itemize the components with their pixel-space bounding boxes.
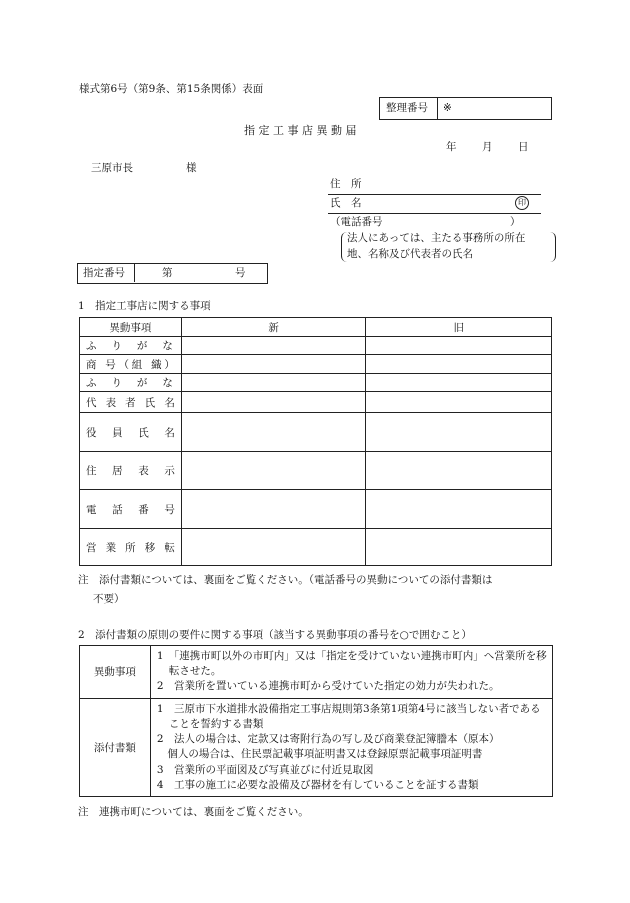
row-label-text: 電 話 番 号 [86, 503, 175, 516]
table-header-row [80, 318, 552, 337]
cell-old-officers[interactable] [366, 413, 552, 452]
row-label-text: ふ り が な [86, 340, 173, 352]
table-row [80, 392, 552, 413]
table-row [80, 413, 552, 452]
section2-note: 注 連携市町については、裏面をご覧ください。 [78, 806, 309, 818]
attachment-item-1: 1 三原市下水道排水設備指定工事店規則第3条第1項第4号に該当しない者であることを誓約する書類 [156, 702, 541, 730]
section2-table [79, 645, 553, 797]
row-label-text: 営 業 所 移 転 [86, 541, 175, 554]
date-year: 年 [446, 141, 457, 153]
cell-new-trade-name[interactable] [181, 355, 366, 374]
row-label-furigana-2 [80, 374, 182, 392]
shitei-number-box [77, 263, 268, 284]
cell-new-phone[interactable] [181, 490, 366, 529]
date-month: 月 [482, 141, 493, 153]
table-row [80, 374, 552, 392]
table-row [80, 646, 553, 699]
shitei-number-label: 指定番号 [83, 267, 125, 279]
addressee-name: 三原市長 [91, 162, 133, 174]
cell-old-office-move[interactable] [366, 529, 552, 566]
row-label-text: 住 居 表 示 [86, 465, 175, 477]
cell-new-representative[interactable] [181, 392, 366, 413]
date-day: 日 [518, 141, 529, 153]
change-item-option-1[interactable]: 1 「連携市町以外の市町内」又は「指定を受けていない連携市町内」へ営業所を移転させた。 [156, 650, 547, 678]
attachment-item-2: 2 法人の場合は、定款又は寄附行為の写し及び商業登記簿謄本（原本） [156, 733, 500, 746]
row-label-office-move [80, 529, 182, 566]
attachment-item-2b: 個人の場合は、住民票記載事項証明書又は登録原票記載事項証明書 [156, 748, 483, 761]
table-row [80, 698, 553, 796]
table-row [80, 452, 552, 490]
table-row [80, 337, 552, 355]
attachment-item-3: 3 営業所の平面図及び写真並びに付近見取図 [156, 763, 374, 776]
attachment-item-4: 4 工事の施工に必要な設備及び器材を有していることを証する書類 [156, 778, 479, 791]
cell-new-furigana-1[interactable] [181, 337, 366, 355]
row-label-text: 役 員 氏 名 [86, 426, 175, 439]
row-label-officers [80, 413, 182, 452]
change-item-label: 異動事項 [80, 646, 151, 699]
table-row [80, 529, 552, 566]
seiri-number-value[interactable]: ※ [443, 102, 452, 114]
section1-table [79, 317, 552, 566]
addressee-honorific: 様 [186, 162, 197, 174]
row-label-text: ふ り が な [86, 377, 173, 389]
header-change-item: 異動事項 [80, 318, 182, 337]
section1-note-line2: 不要） [93, 593, 125, 605]
corp-note-line1: 法人にあっては、主たる事務所の所在 [347, 232, 526, 244]
cell-new-furigana-2[interactable] [181, 374, 366, 392]
corp-note-line2: 地、名称及び代表者の氏名 [347, 248, 473, 260]
name-underline[interactable] [328, 213, 541, 214]
header-old: 旧 [366, 318, 552, 337]
cell-old-furigana-1[interactable] [366, 337, 552, 355]
shitei-dai: 第 [162, 267, 173, 279]
row-label-trade-name [80, 355, 182, 374]
form-label: 様式第6号（第9条、第15条関係）表面 [79, 83, 264, 95]
seal-mark: 印 [515, 196, 529, 210]
row-label-phone [80, 490, 182, 529]
attachments-label: 添付書類 [80, 698, 151, 796]
cell-old-furigana-2[interactable] [366, 374, 552, 392]
cell-new-residence[interactable] [181, 452, 366, 490]
row-label-residence [80, 452, 182, 490]
seiri-number-box [379, 97, 552, 120]
cell-old-representative[interactable] [366, 392, 552, 413]
name-label: 氏 名 [330, 197, 362, 209]
section2-heading: 2 添付書類の原則の要件に関する事項（該当する異動事項の番号を○で囲むこと） [78, 629, 472, 641]
seiri-number-label: 整理番号 [386, 102, 428, 114]
phone-close: ） [510, 216, 521, 228]
attachments-list [150, 698, 552, 796]
row-label-text: 商 号（組 織） [86, 358, 175, 371]
change-item-options [150, 646, 552, 699]
table-row [80, 490, 552, 529]
row-label-text: 代 表 者 氏 名 [86, 396, 175, 409]
cell-old-residence[interactable] [366, 452, 552, 490]
row-label-furigana-1 [80, 337, 182, 355]
cell-old-trade-name[interactable] [366, 355, 552, 374]
cell-new-office-move[interactable] [181, 529, 366, 566]
document-title: 指 定 工 事 店 異 動 届 [244, 124, 357, 137]
row-label-representative [80, 392, 182, 413]
address-label: 住 所 [330, 178, 362, 190]
cell-old-phone[interactable] [366, 490, 552, 529]
header-new: 新 [181, 318, 366, 337]
section1-note-line1: 注 添付書類については、裏面をご覧ください。（電話番号の異動についての添付書類は [78, 574, 493, 586]
phone-label: （電話番号 [330, 216, 383, 228]
change-item-option-2[interactable]: 2 営業所を置いている連携市町から受けていた指定の効力が失われた。 [156, 680, 500, 693]
address-underline[interactable] [328, 194, 541, 195]
shitei-go: 号 [235, 267, 246, 279]
table-row [80, 355, 552, 374]
section1-heading: 1 指定工事店に関する事項 [78, 300, 211, 312]
cell-new-officers[interactable] [181, 413, 366, 452]
